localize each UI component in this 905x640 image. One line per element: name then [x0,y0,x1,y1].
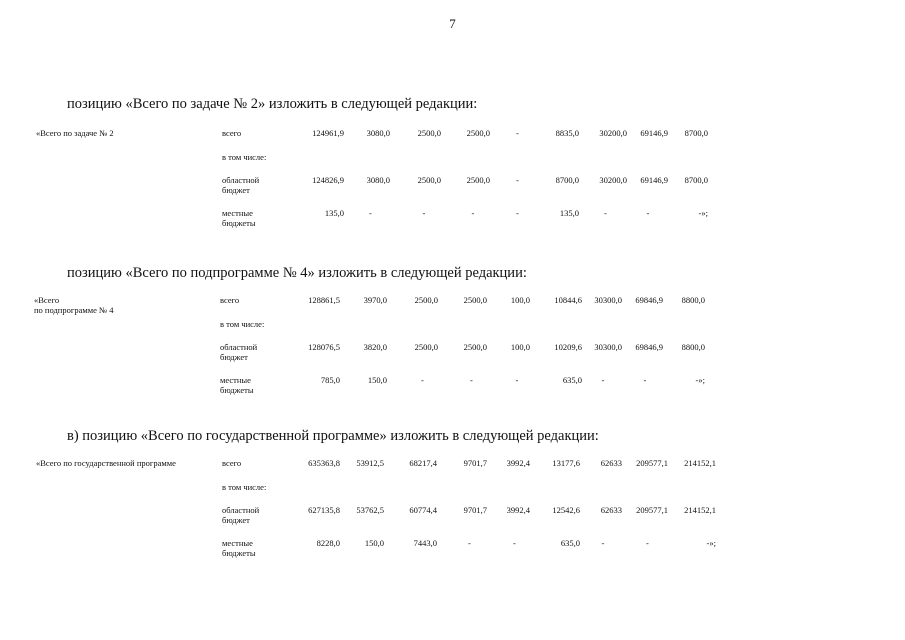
table-cell: 3992,4 [506,458,530,468]
table-cell: - [601,375,605,385]
table-cell: 635363,8 [308,458,340,468]
table-cell: 2500,0 [417,128,441,138]
table-cell: 3080,0 [366,175,390,185]
table-cell: - [516,175,519,185]
table-cell: 3992,4 [506,505,530,515]
table-cell: - [516,128,519,138]
table-cell: 2500,0 [414,295,438,305]
table-cell: 209577,1 [636,505,668,515]
table-cell: 214152,1 [684,458,716,468]
table-cell: 124826,9 [312,175,344,185]
table-cell: 135,0 [324,208,344,218]
table-cell: 128861,5 [308,295,340,305]
table-cell: 30300,0 [594,342,622,352]
table-cell: 69846,9 [635,295,663,305]
section-heading: в) позицию «Всего по государственной программе» изложить в следующей редакции: [67,428,599,444]
table-cell: 13177,6 [552,458,580,468]
table-cell: - [470,375,473,385]
table-cell: 12542,6 [552,505,580,515]
table-cell: 8700,0 [555,175,579,185]
table-cell: 635,0 [562,375,582,385]
position-title: «Всего по подпрограмме № 4 [34,295,114,315]
table-cell: 2500,0 [466,128,490,138]
table-cell: 785,0 [320,375,340,385]
table-cell: 8800,0 [681,342,705,352]
table-cell: 135,0 [559,208,579,218]
row-label: в том числе: [222,152,267,162]
position-title: «Всего по задаче № 2 [36,128,114,138]
table-cell: 68217,4 [409,458,437,468]
section-heading: позицию «Всего по подпрограмме № 4» изложить в следующей редакции: [67,265,527,281]
table-cell: 128076,5 [308,342,340,352]
position-title: «Всего по государственной программе [36,458,176,468]
table-cell: 100,0 [510,295,530,305]
table-row [0,208,905,236]
section-heading: позицию «Всего по задаче № 2» изложить в следующей редакции: [67,96,478,112]
table-cell: 10209,6 [554,342,582,352]
table-row [0,342,905,370]
row-label: областной бюджет [220,342,258,362]
table-cell: 635,0 [560,538,580,548]
table-cell: 8228,0 [316,538,340,548]
table-cell: 214152,1 [684,505,716,515]
table-cell: - [643,375,647,385]
table-cell: 3970,0 [363,295,387,305]
page-number: 7 [449,16,456,31]
table-cell: - [471,208,475,218]
table-cell: 100,0 [510,342,530,352]
table-cell: - [516,208,519,218]
row-label: всего [222,128,242,138]
table-cell: 150,0 [364,538,384,548]
table-cell: 60774,4 [409,505,437,515]
table-row [0,505,905,533]
table-cell: 53912,5 [356,458,384,468]
table-cell: 2500,0 [417,175,441,185]
table-cell: - [421,375,424,385]
table-cell: 10844,6 [554,295,582,305]
table-cell: 209577,1 [636,458,668,468]
table-cell: 53762,5 [356,505,384,515]
table-cell: 8700,0 [684,175,708,185]
table-cell: 7443,0 [413,538,437,548]
table-row [0,375,905,403]
table-cell: - [646,208,650,218]
table-cell: 9701,7 [463,458,487,468]
table-cell: 30200,0 [599,128,627,138]
table-cell: 150,0 [367,375,387,385]
table-cell: 8835,0 [555,128,579,138]
table-cell: 3080,0 [366,128,390,138]
table-cell: - [601,538,605,548]
table-cell: 62633 [600,458,622,468]
table-cell: 30200,0 [599,175,627,185]
table-cell: -»; [695,375,705,385]
table-cell: - [515,375,519,385]
table-cell: 124961,9 [312,128,344,138]
table-cell: 69146,9 [640,128,668,138]
row-label: областной бюджет [222,175,260,195]
row-label: всего [222,458,242,468]
table-cell: 2500,0 [466,175,490,185]
table-cell: 627135,8 [308,505,340,515]
table-cell: 9701,7 [463,505,487,515]
table-cell: - [369,208,372,218]
table-cell: - [646,538,649,548]
table-row [0,175,905,203]
row-label: местные бюджеты [222,208,256,228]
table-cell: 2500,0 [414,342,438,352]
row-label: местные бюджеты [222,538,256,558]
table-cell: -»; [706,538,716,548]
table-cell: - [513,538,516,548]
table-cell: - [422,208,426,218]
table-cell: 62633 [600,505,622,515]
row-label: местные бюджеты [220,375,254,395]
row-label: всего [220,295,240,305]
table-cell: 3820,0 [363,342,387,352]
table-cell: -»; [698,208,708,218]
table-cell: 69146,9 [640,175,668,185]
table-cell: 2500,0 [463,342,487,352]
table-cell: 2500,0 [463,295,487,305]
table-cell: - [468,538,471,548]
table-cell: - [604,208,607,218]
row-label: в том числе: [222,482,267,492]
table-cell: 69846,9 [635,342,663,352]
table-cell: 30300,0 [594,295,622,305]
table-row [0,538,905,566]
row-label: областной бюджет [222,505,260,525]
table-cell: 8800,0 [681,295,705,305]
table-cell: 8700,0 [684,128,708,138]
row-label: в том числе: [220,319,265,329]
